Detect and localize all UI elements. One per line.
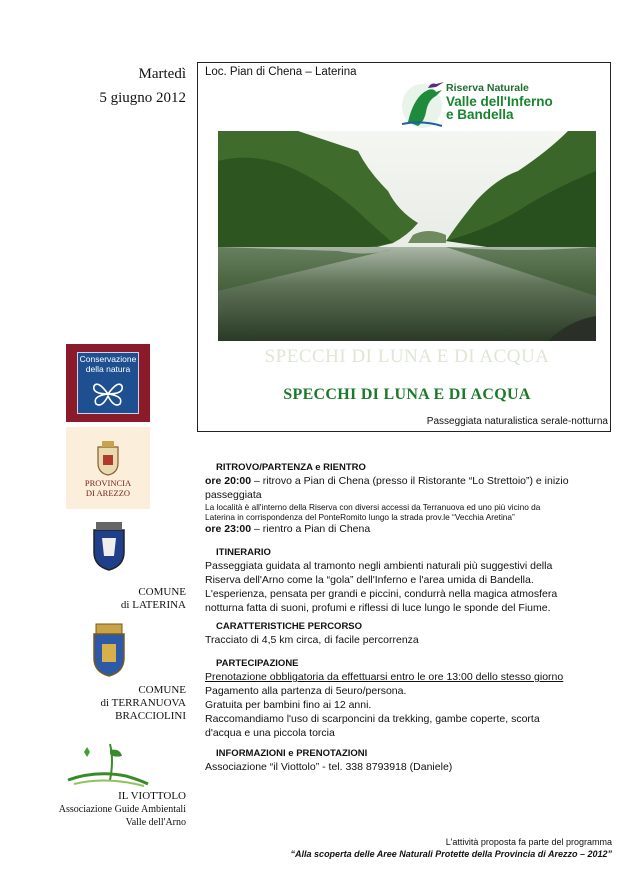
partecipazione-line3: Gratuita per bambini fino ai 12 anni. bbox=[205, 699, 372, 711]
partecipazione-line2: Pagamento alla partenza di 5euro/persona. bbox=[205, 685, 407, 697]
provincia-line2: DI AREZZO bbox=[85, 488, 131, 498]
location-label: Loc. Pian di Chena – Laterina bbox=[205, 66, 357, 78]
footer-line1: L'attività proposta fa parte del programma bbox=[445, 837, 612, 847]
section-itinerario bbox=[205, 546, 557, 615]
viottolo-line1: IL VIOTTOLO bbox=[118, 790, 186, 802]
conservazione-line1: Conservazione bbox=[79, 354, 137, 364]
terranuova-line1: COMUNE bbox=[138, 684, 186, 696]
informazioni-heading: INFORMAZIONI e PRENOTAZIONI bbox=[216, 748, 368, 759]
laterina-line2: di LATERINA bbox=[120, 599, 186, 611]
footer-line2: “Alla scoperta delle Aree Naturali Protette della Provincia di Arezzo – 2012” bbox=[290, 849, 612, 859]
comune-terranuova-text bbox=[101, 684, 186, 723]
laterina-crest-icon bbox=[90, 520, 128, 572]
ritrovo-end-time: ore 23:00 bbox=[205, 523, 252, 535]
event-subtitle: Passeggiata naturalistica serale-notturna bbox=[426, 416, 608, 427]
reserve-logo-text bbox=[446, 82, 553, 121]
ritrovo-heading: RITROVO/PARTENZA e RIENTRO bbox=[216, 462, 366, 473]
reserve-logo-line3: e Bandella bbox=[446, 107, 514, 122]
butterfly-icon bbox=[92, 380, 124, 408]
reserve-logo-line2: Valle dell'Inferno bbox=[446, 94, 553, 109]
ritrovo-start-text: – ritrovo a Pian di Chena (presso il Ristorante “Lo Strettoio”) e inizio bbox=[251, 475, 569, 487]
comune-laterina-text bbox=[121, 586, 186, 612]
viottolo-text bbox=[59, 790, 186, 829]
program-footer bbox=[291, 836, 612, 860]
ritrovo-note2: Laterina in corrispondenza del PonteRomito lungo la strada prov.le “Vecchia Aretina” bbox=[205, 512, 515, 522]
lake-photo bbox=[218, 131, 596, 341]
ghost-title: SPECCHI DI LUNA E DI ACQUA bbox=[264, 346, 550, 367]
itinerario-line1: Passeggiata guidata al tramonto negli ambienti naturali più suggestivi della bbox=[205, 560, 553, 572]
informazioni-line1: Associazione “il Viottolo” - tel. 338 8793918 (Daniele) bbox=[205, 761, 453, 773]
heron-icon bbox=[402, 82, 444, 128]
ritrovo-line3 bbox=[205, 522, 569, 536]
provincia-crest-icon bbox=[92, 441, 124, 477]
section-informazioni bbox=[205, 747, 452, 774]
provincia-line1: PROVINCIA bbox=[84, 478, 132, 488]
provincia-logo-text bbox=[66, 478, 150, 498]
section-percorso bbox=[205, 620, 419, 647]
partecipazione-line5: d'acqua e una piccola torcia bbox=[205, 727, 335, 739]
laterina-line1: COMUNE bbox=[138, 586, 186, 598]
ritrovo-note1: La località è all'interno della Riserva con diversi accessi da Terranuova ed uno più vicino da bbox=[205, 502, 541, 512]
viottolo-line2: Associazione Guide Ambientali bbox=[58, 804, 186, 815]
ritrovo-line1 bbox=[205, 474, 569, 488]
ritrovo-end-text: – rientro a Pian di Chena bbox=[251, 523, 371, 535]
itinerario-heading: ITINERARIO bbox=[216, 547, 271, 558]
partecipazione-heading: PARTECIPAZIONE bbox=[216, 658, 299, 669]
conservazione-line2: della natura bbox=[85, 364, 131, 374]
event-title: SPECCHI DI LUNA E DI ACQUA bbox=[283, 386, 531, 403]
itinerario-line4: notturna fatta di suoni, profumi e riflessi di luce lungo le sponde del Fiume. bbox=[205, 602, 551, 614]
event-full-date: 5 giugno 2012 bbox=[99, 90, 186, 106]
partecipazione-line1: Prenotazione obbligatoria da effettuarsi entro le ore 13:00 dello stesso giorno bbox=[205, 671, 564, 683]
section-partecipazione bbox=[205, 657, 563, 740]
terranuova-line3: BRACCIOLINI bbox=[115, 710, 186, 722]
percorso-heading: CARATTERISTICHE PERCORSO bbox=[216, 621, 363, 632]
terranuova-line2: di TERRANUOVA bbox=[100, 697, 186, 709]
section-ritrovo bbox=[205, 461, 569, 536]
itinerario-line2: Riserva dell'Arno come la “gola” dell'Inferno e l'area umida di Bandella. bbox=[205, 574, 534, 586]
ritrovo-start-time: ore 20:00 bbox=[205, 475, 252, 487]
conservazione-logo-text bbox=[78, 354, 138, 374]
event-day: Martedì bbox=[138, 66, 186, 82]
itinerario-line3: L'esperienza, pensata per grandi e piccini, condurrà nella magica atmosfera bbox=[205, 588, 558, 600]
ritrovo-line2: passeggiata bbox=[205, 489, 262, 501]
percorso-line1: Tracciato di 4,5 km circa, di facile percorrenza bbox=[205, 634, 419, 646]
viottolo-line3: Valle dell'Arno bbox=[125, 817, 186, 828]
event-date bbox=[99, 62, 186, 110]
partecipazione-line4: Raccomandiamo l'uso di scarponcini da trekking, gambe coperte, scorta bbox=[205, 713, 540, 725]
terranuova-crest-icon bbox=[90, 622, 128, 678]
viottolo-logo-icon bbox=[66, 740, 150, 788]
reserve-logo-line1: Riserva Naturale bbox=[446, 82, 529, 94]
